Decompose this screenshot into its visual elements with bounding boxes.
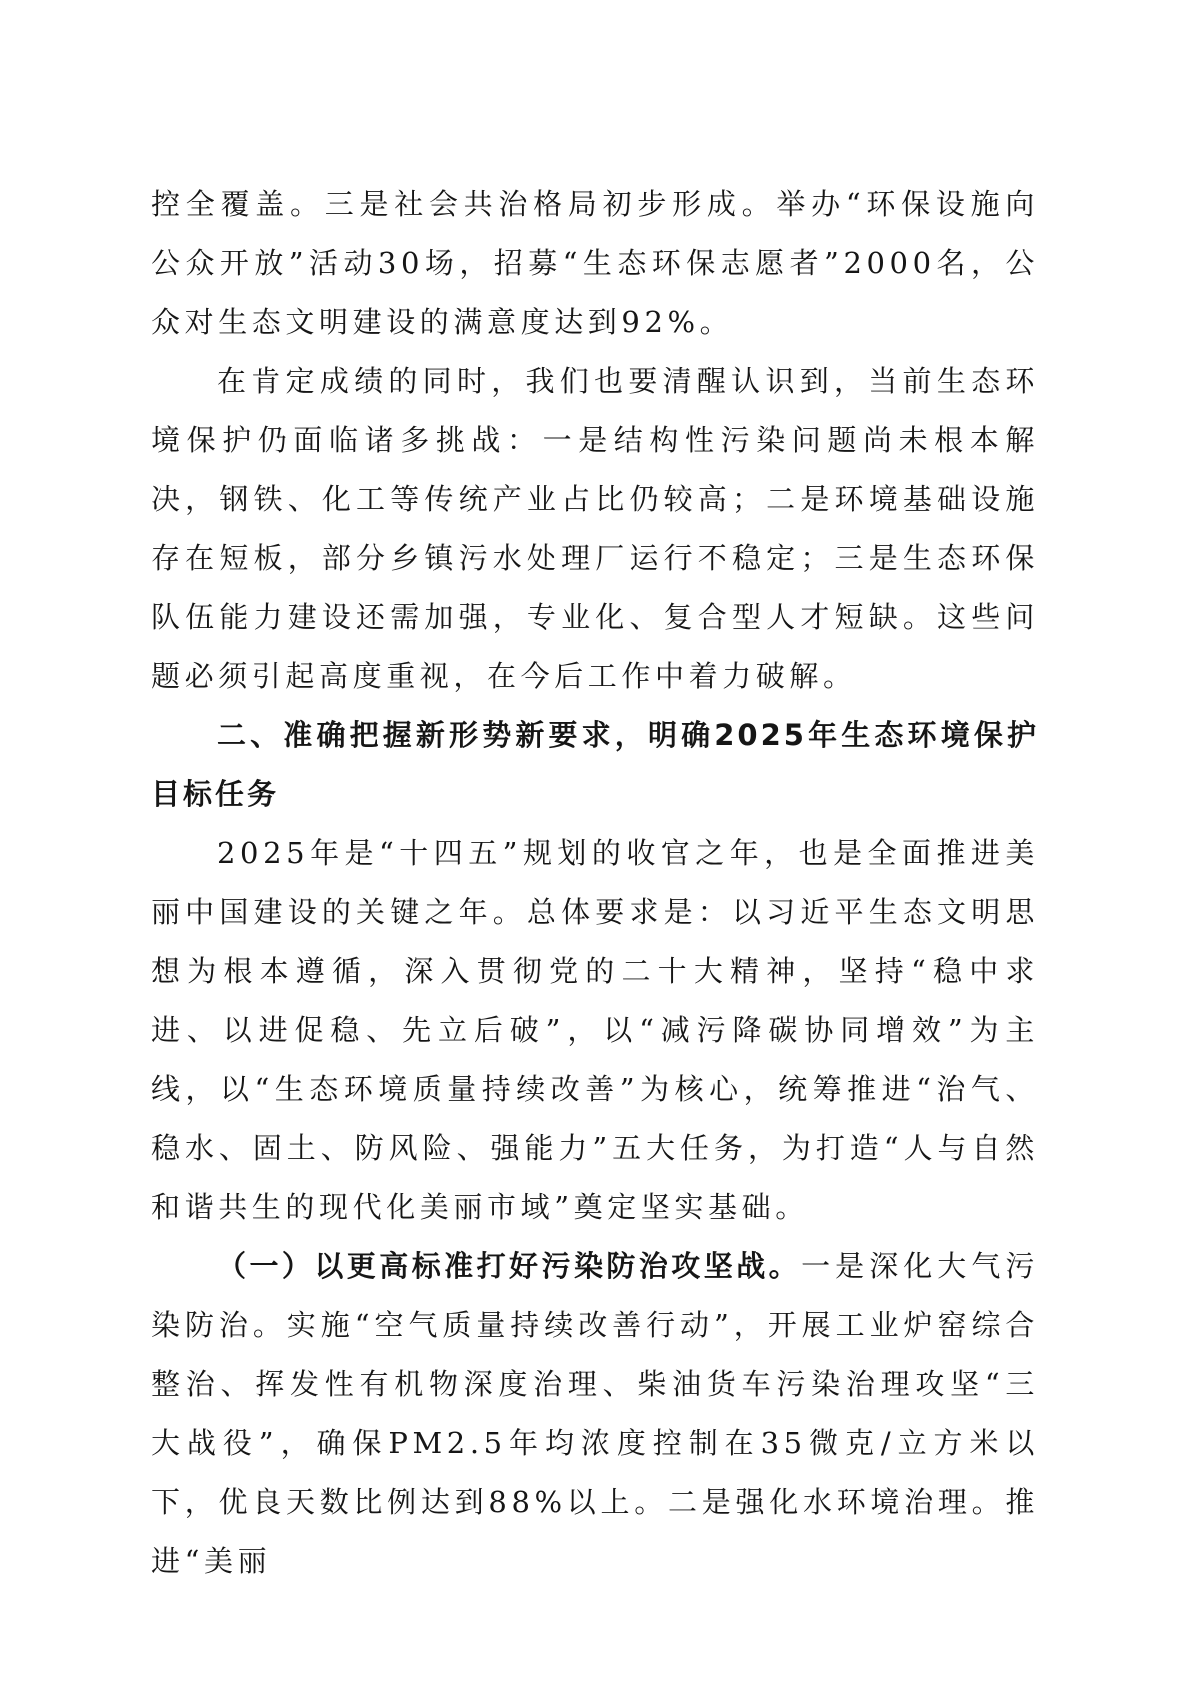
- paragraph-pollution-control-text: 一是深化大气污染防治。实施“空气质量持续改善行动”，开展工业炉窑综合整治、挥发性有机物深度治理、柴油货车污染治理攻坚“三大战役”，确保PM2.5年均浓度控制在35微克/立方米以下，优良天数比例达到88%以上。二是强化水环境治理。推进“美丽: [151, 1249, 1039, 1578]
- paragraph-pollution-control: [151, 1237, 1039, 1591]
- paragraph-challenges: 在肯定成绩的同时，我们也要清醒认识到，当前生态环境保护仍面临诸多挑战：一是结构性污染问题尚未根本解决，钢铁、化工等传统产业占比仍较高；二是环境基础设施存在短板，部分乡镇污水处理厂运行不稳定；三是生态环保队伍能力建设还需加强，专业化、复合型人才短缺。这些问题必须引起高度重视，在今后工作中着力破解。: [151, 364, 1039, 693]
- paragraph-social-governance: 控全覆盖。三是社会共治格局初步形成。举办“环保设施向公众开放”活动30场，招募“生态环保志愿者”2000名，公众对生态文明建设的满意度达到92%。: [151, 187, 1039, 339]
- document-body: [151, 175, 1039, 1591]
- subsection-title-pollution-control: （一）以更高标准打好污染防治攻坚战。: [217, 1249, 802, 1283]
- section-heading-2025-targets: 二、准确把握新形势新要求，明确2025年生态环境保护目标任务: [151, 718, 1039, 811]
- paragraph-general-requirements: 2025年是“十四五”规划的收官之年，也是全面推进美丽中国建设的关键之年。总体要求是：以习近平生态文明思想为根本遵循，深入贯彻党的二十大精神，坚持“稳中求进、以进促稳、先立后破”，以“减污降碳协同增效”为主线，以“生态环境质量持续改善”为核心，统筹推进“治气、稳水、固土、防风险、强能力”五大任务，为打造“人与自然和谐共生的现代化美丽市域”奠定坚实基础。: [151, 836, 1039, 1224]
